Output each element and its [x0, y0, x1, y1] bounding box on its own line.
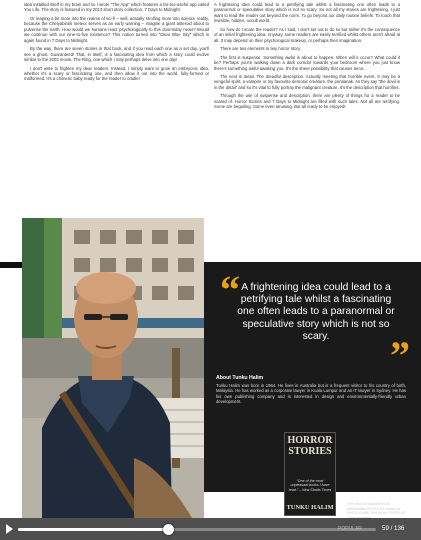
paragraph: So how do I scare the reader? As I said, I don't set out to do so but rather it's the consequence of an initial frightening idea. Anyway, some readers are easily terrified whilst others aren't afraid at all. It may depend on their psychological makeup, or perhaps their imagination.: [214, 26, 400, 43]
article-column-right: [214, 2, 400, 264]
book-title: HORROR STORIES: [287, 435, 333, 457]
book-author: TUNKU HALIM: [286, 504, 334, 511]
page-indicator: 59 / 136: [382, 525, 405, 532]
about-heading: About Tunku Halim: [216, 375, 264, 381]
paragraph: The first is suspense. Something awful is about to happen. When will it occur? What could it be? Perhaps you're walking down a dark corridor towards your bedroom where you just know there's something awful awaiting you. It's the sheer possibility that causes terror.: [214, 54, 400, 71]
author-photo: [22, 218, 204, 518]
page-scrubber[interactable]: [18, 528, 376, 531]
about-text: Tunku Halim was born in 1964. He lives in Australia but is a frequent visitor to his country of birth, Malaysia. He has worked as a corporate lawyer in Kuala Lumpur and an IT lawyer in Sydney. He has his own publishing company and is interested in design and environmentally-friendly urban development.: [216, 383, 406, 405]
availability-note: This book is available in all participating POPULAR outlets at RM24.90 with 20% off for POPULAR: [347, 502, 406, 516]
play-icon[interactable]: [6, 524, 13, 534]
scrubber-handle[interactable]: [163, 524, 174, 535]
open-quote-mark: “: [220, 267, 240, 312]
pull-quote-text: A frightening idea could lead to a petrifying tale whilst a fascinating one often leads to a paranormal or speculative story which is not so scary.: [237, 282, 395, 342]
scrubber-progress: [18, 528, 168, 531]
article-column-left: [24, 2, 209, 230]
paragraph: By the way, there are seven stories in that book, and if you read each one as a set day, you'll see a ghost. Guaranteed! That, in itself, is a fascinating idea from which a story could evolve similar to the 2002 movie, The Ring, one which I may perhaps delve into one day!: [24, 46, 209, 63]
publisher-watermark: POPULAR: [338, 526, 362, 532]
paragraph: Or leaping a bit more into the realms of sci-fi – well, actually strolling more into science reality, because the Chelyabinsk meteor serves as an early warning – imagine a giant asteroid about to pulverise the earth. How would we humans react psychologically to this doomsday news? Would we continue with our nine-to-five existence? This notion turned into “Clear Blue Sky” which is again found in 7 Days to Midnight.: [24, 15, 209, 43]
paragraph: idea installed itself in my brain and so I wrote “The App” which features a far-too-useful app called You Life. The story is featured in my 2013 short story collection, 7 Days to Midnight.: [24, 2, 209, 13]
author-photo-illustration: [22, 218, 204, 518]
paragraph: I don't write to frighten my dear readers. Instead, I simply want to grow an embryonic idea, whether it's a scary or fascinating one, and then allow it out into the world, fully-formed or malformed. It's a chimeric baby ready for the reader to cradle!: [24, 65, 209, 82]
paragraph: A frightening idea could lead to a petrifying tale whilst a fascinating one often leads to a paranormal or speculative story which is not so scary. So not all my stories are frightening. I just want to lead the reader out beyond the norm. To go beyond our daily routine beliefs. To touch that invisible, hidden, occult world.: [214, 2, 400, 24]
close-quote-mark: ”: [390, 333, 410, 378]
paragraph: Through the use of suspense and description, there are plenty of things for a reader to be scared of. Horror Stories and 7 Days to Midnight are filled with such tales. Not all are terrifying. Some are beguiling. Some even amusing. But all ready to be enjoyed!: [214, 93, 400, 110]
book-tagline: “One of the most unpleasant books I have read.” – New Straits Times: [288, 479, 332, 492]
paragraph: The next is detail. The dreadful description. Actually meeting that horrible event. It may be a vengeful spirit, a vampire or my favourite demonic creature, the pontianak. As they say “the devil is in the detail” and so it's vital to fully portray the malignant creature. It's the description that horrifies.: [214, 73, 400, 90]
paragraph: There are two elements in any horror story.: [220, 46, 301, 52]
book-cover: [284, 432, 336, 516]
